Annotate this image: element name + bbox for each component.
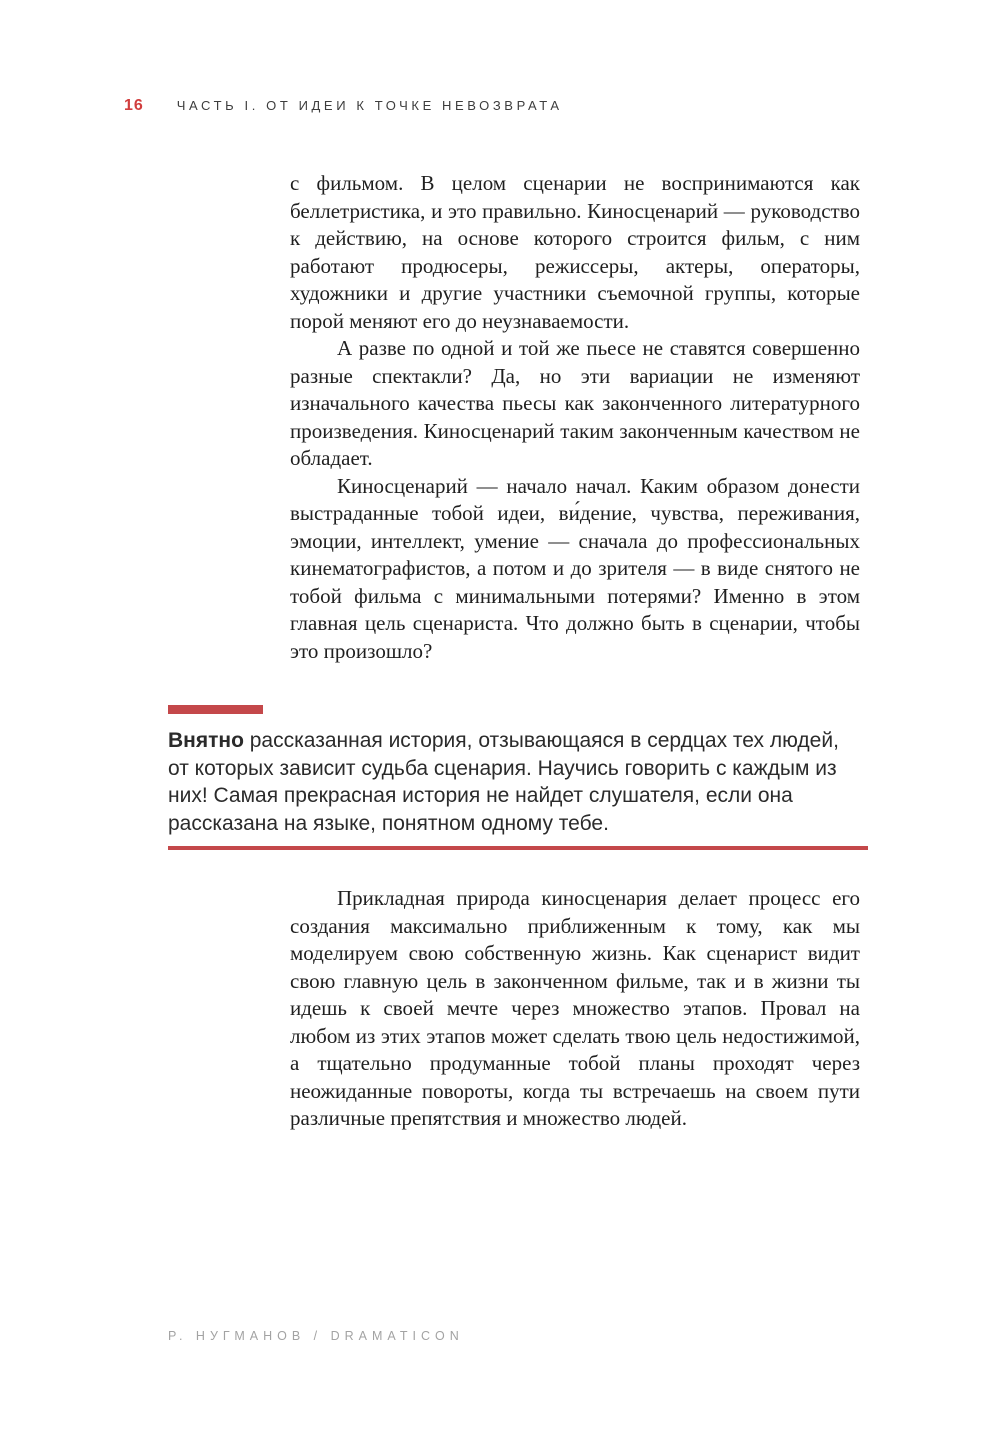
callout-top-bar	[168, 705, 263, 714]
callout-lead-word: Внятно	[168, 729, 244, 752]
page-number: 16	[124, 97, 144, 114]
callout-body-text: рассказанная история, отзывающаяся в сердцах тех людей, от которых зависит судьба сценария. Научись говорить с каждым из них! Самая прекрасная история не найдет слушателя, если она рассказана на языке, понятном одному тебе.	[168, 729, 839, 835]
body-text-column	[290, 170, 860, 665]
paragraph: А разве по одной и той же пьесе не ставятся совершенно разные спектакли? Да, но эти вариации не изменяют изначального качества пьесы как законченного литературного произведения. Киносценарий таким законченным качеством не обладает.	[290, 336, 860, 470]
paragraph: с фильмом. В целом сценарии не воспринимаются как беллетристика, и это правильно. Киносценарий — руководство к действию, на основе которого строится фильм, с ним работают продюсеры, режиссеры, актеры, операторы, художники и другие участники съемочной группы, которые порой меняют его до неузнаваемости.	[290, 171, 860, 333]
callout-text	[168, 727, 864, 837]
paragraph: Прикладная природа киносценария делает процесс его создания максимально приближенным к тому, как мы моделируем свою собственную жизнь. Как сценарист видит свою главную цель в законченном фильме, так и в жизни ты идешь к своей мечте через множество этапов. Провал на любом из этих этапов может сделать твою цель недостижимой, а тщательно продуманные тобой планы проходят через неожиданные повороты, когда ты встречаешь на своем пути различные препятствия и множество людей.	[290, 886, 860, 1130]
paragraph: Киносценарий — начало начал. Каким образом донести выстраданные тобой идеи, ви́дение, чувства, переживания, эмоции, интеллект, умение — сначала до профессиональных кинематографистов, а потом и до зрителя — в виде снятого не тобой фильма с минимальными потерями? Именно в этом главная цель сценариста. Что должно быть в сценарии, чтобы это произошло?	[290, 473, 860, 663]
body-text-column-lower	[290, 885, 860, 1133]
chapter-title: ЧАСТЬ I. ОТ ИДЕИ К ТОЧКЕ НЕВОЗВРАТА	[176, 98, 563, 113]
callout-block	[168, 705, 868, 850]
callout-bottom-rule	[168, 846, 868, 850]
running-footer: Р. НУГМАНОВ / DRAMATICON	[168, 1329, 464, 1343]
running-header	[124, 97, 563, 115]
